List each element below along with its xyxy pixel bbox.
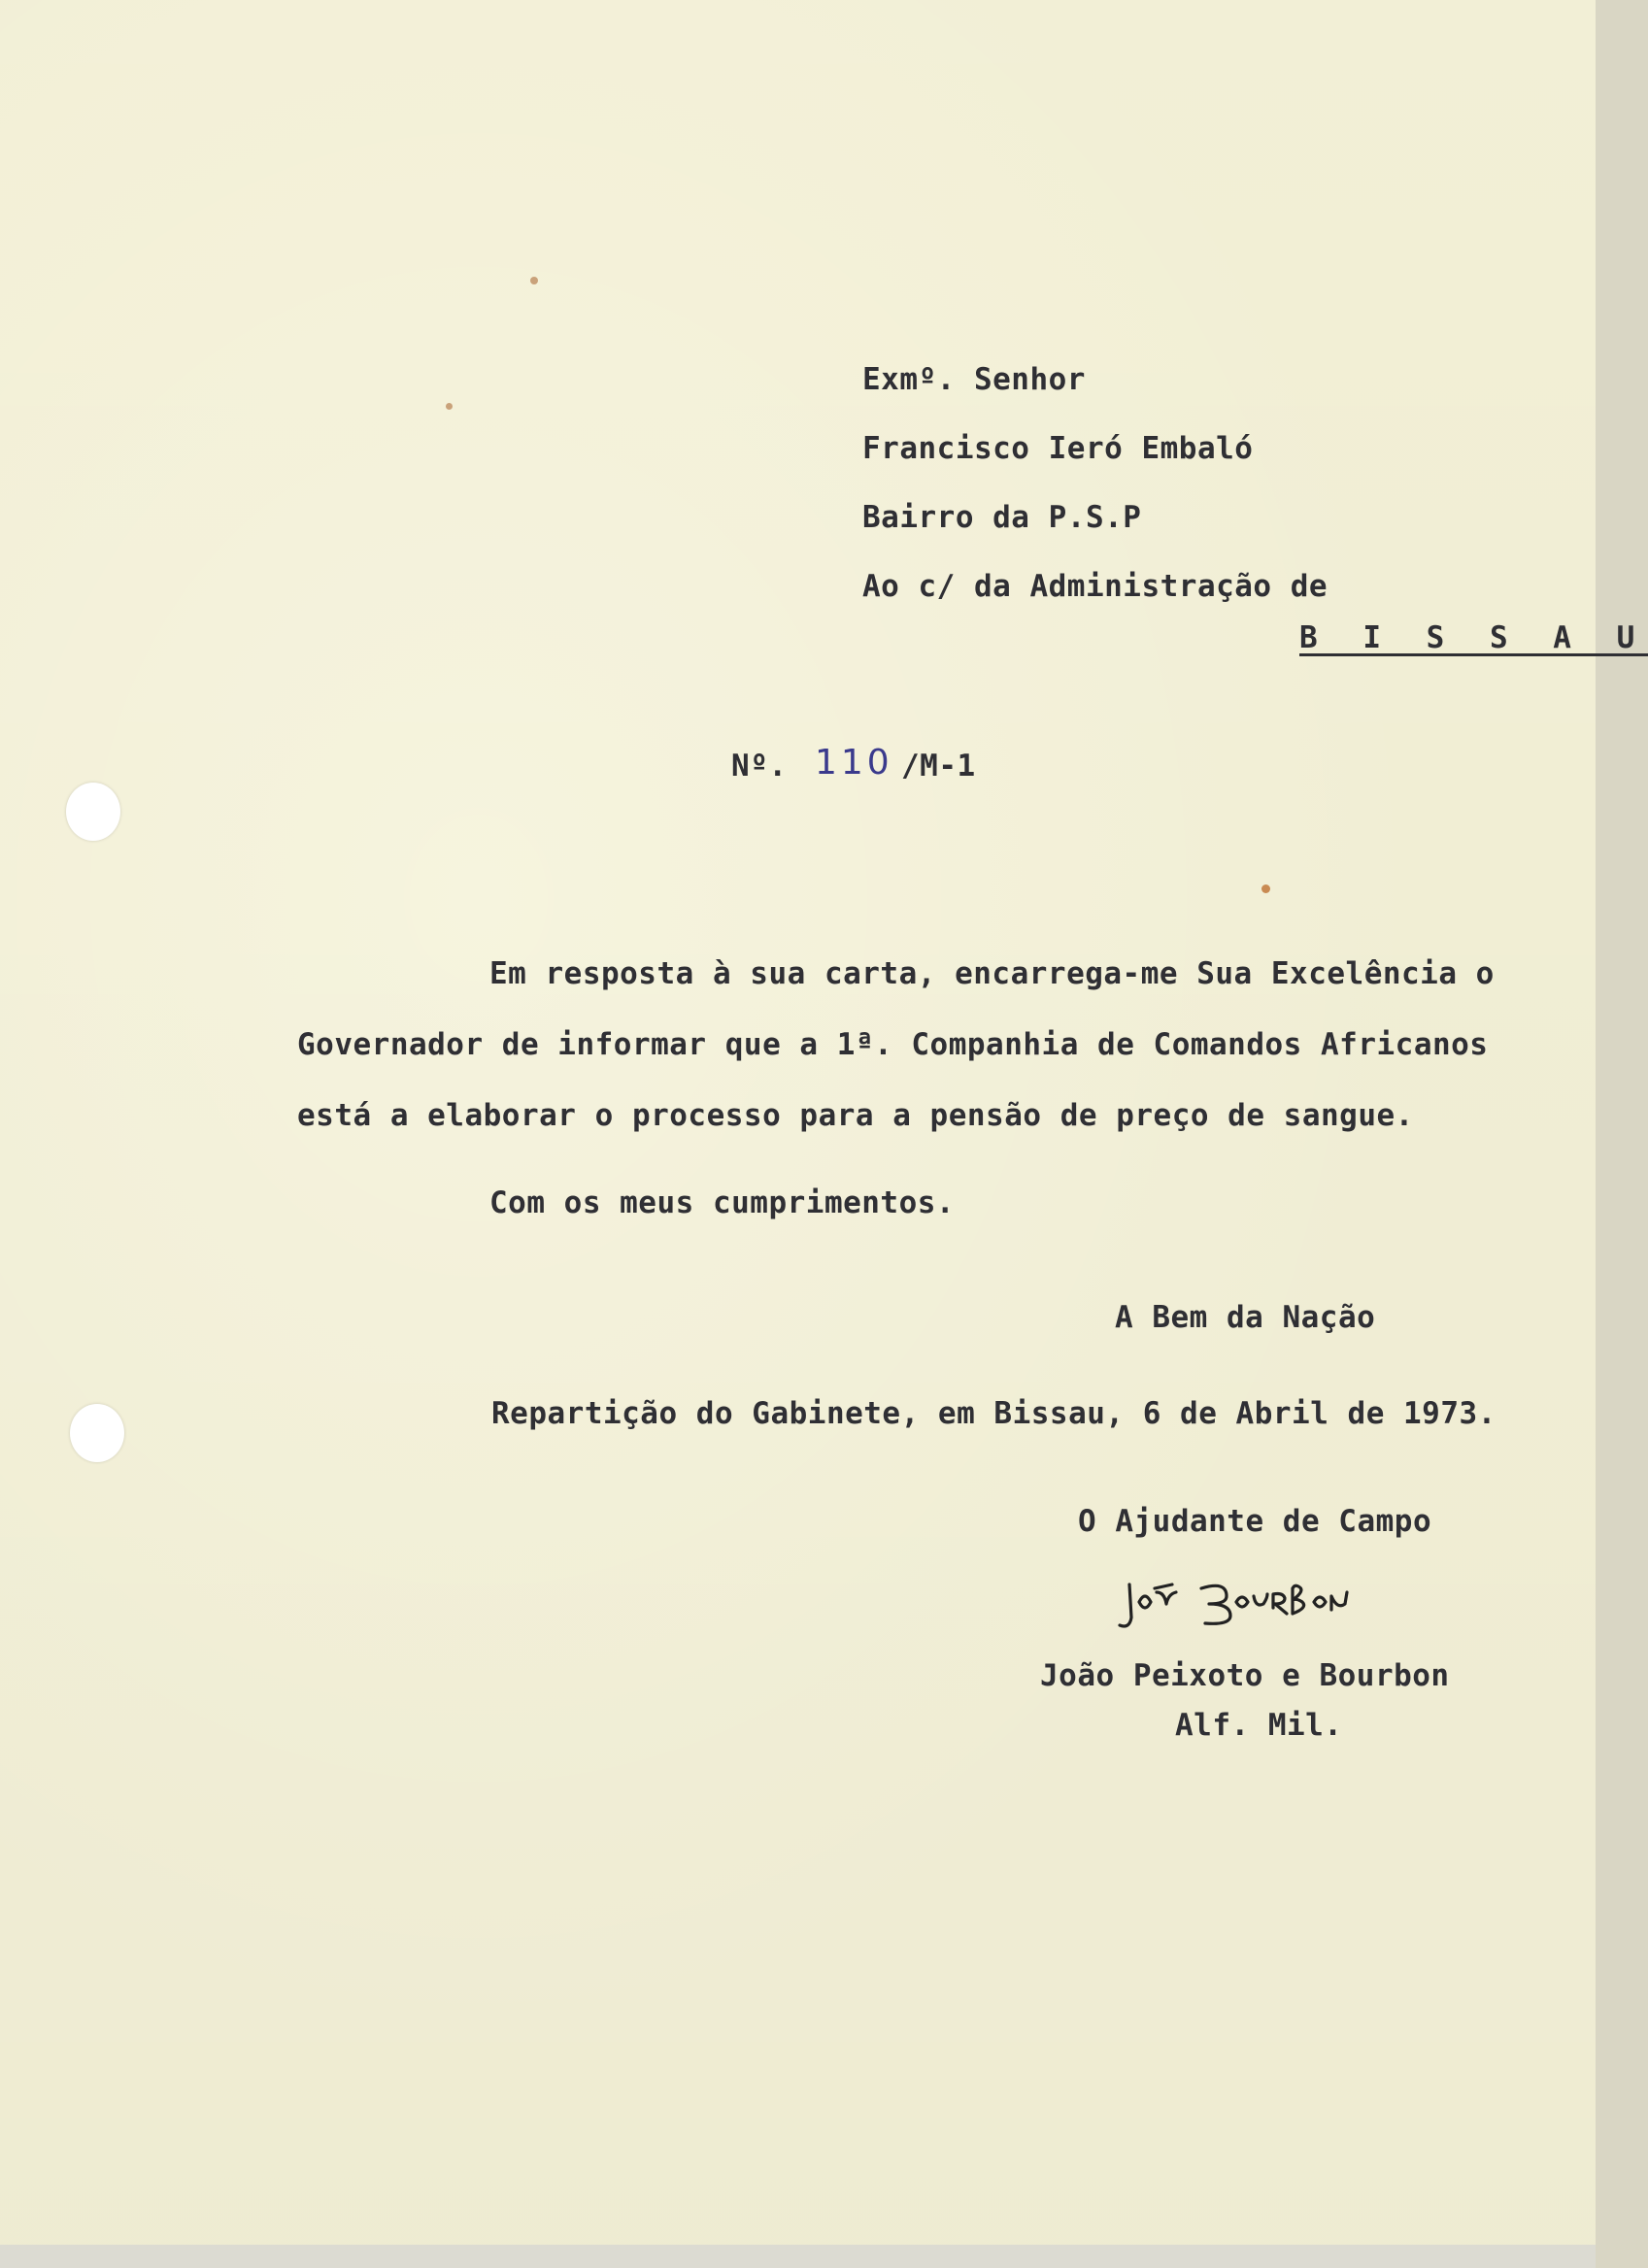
reference-suffix: /M-1 — [901, 749, 976, 784]
closing-line: Com os meus cumprimentos. — [489, 1185, 956, 1220]
place-date: Repartição do Gabinete, em Bissau, 6 de Abril de 1973. — [491, 1396, 1497, 1431]
handwritten-signature — [1112, 1563, 1364, 1641]
recipient-salutation: Exmº. Senhor — [862, 362, 1086, 397]
recipient-name: Francisco Ieró Embaló — [862, 431, 1254, 466]
punch-hole-bottom — [70, 1404, 124, 1462]
signer-rank: Alf. Mil. — [1175, 1708, 1343, 1743]
body-line-2: Governador de informar que a 1ª. Companhia de Comandos Africanos — [297, 1027, 1489, 1062]
paper-speck — [1261, 884, 1270, 893]
body-line-3: está a elaborar o processo para a pensão de preço de sangue. — [297, 1098, 1414, 1133]
punch-hole-top — [66, 783, 120, 841]
reference-number-handwritten: 110 — [815, 743, 893, 783]
recipient-address-line2: Ao c/ da Administração de — [862, 569, 1328, 604]
scan-border — [0, 2245, 1596, 2268]
recipient-address-line1: Bairro da P.S.P — [862, 500, 1142, 535]
reference-prefix: Nº. — [731, 749, 788, 784]
signature-title: O Ajudante de Campo — [1078, 1504, 1432, 1539]
signer-name: João Peixoto e Bourbon — [1040, 1658, 1450, 1693]
recipient-city: B I S S A U — [1299, 620, 1648, 655]
paper-speck — [530, 277, 538, 284]
paper-speck — [446, 403, 453, 410]
motto: A Bem da Nação — [1115, 1300, 1376, 1335]
body-line-1: Em resposta à sua carta, encarrega-me Sua Excelência o — [489, 956, 1495, 991]
